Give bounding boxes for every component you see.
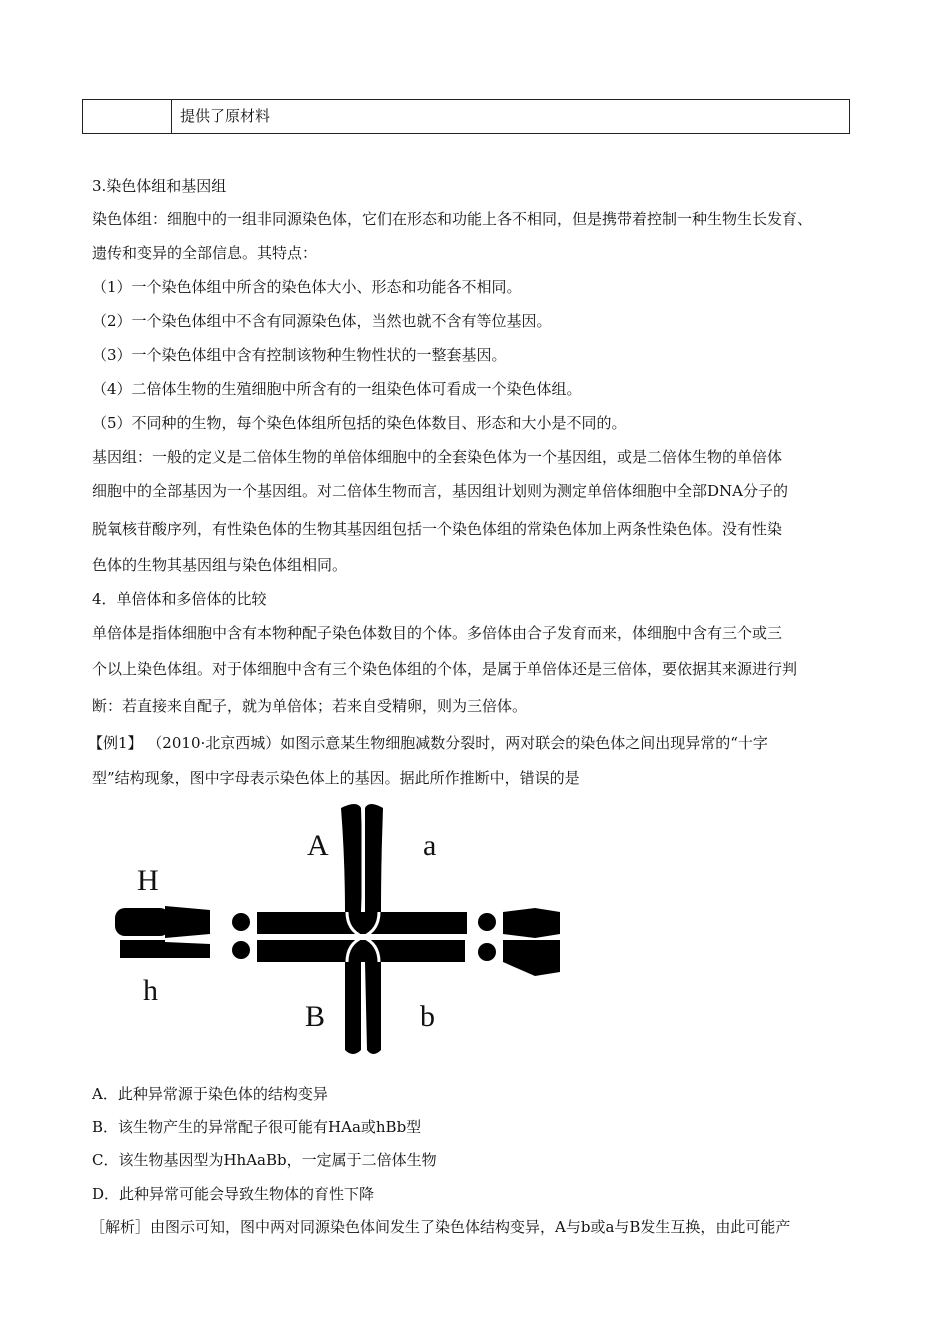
feature-point: （3）一个染色体组中含有控制该物种生物性状的一整套基因。 (92, 346, 507, 364)
example-question-cont: 型”结构现象，图中字母表示染色体上的基因。据此所作推断中，错误的是 (92, 769, 580, 787)
genome-paragraph: 细胞中的全部基因为一个基因组。对二倍体生物而言，基因组计划则为测定单倍体细胞中全部DNA分子的 (92, 482, 788, 500)
chromosome-set-definition: 染色体组：细胞中的一组非同源染色体，它们在形态和功能上各不相同，但是携带着控制一种生物生长发育、 (92, 210, 813, 228)
ploidy-paragraph: 断：若直接来自配子，就为单倍体；若来自受精卵，则为三倍体。 (92, 697, 528, 715)
genome-paragraph: 色体的生物其基因组与染色体组相同。 (92, 556, 348, 574)
genome-paragraph: 脱氧核苷酸序列，有性染色体的生物其基因组包括一个染色体组的常染色体加上两条性染色体。没有性染 (92, 520, 783, 538)
table-cell-text: 提供了原材料 (180, 107, 271, 125)
option-b: B．该生物产生的异常配子很可能有HAa或hBb型 (92, 1118, 422, 1136)
option-a: A．此种异常源于染色体的结构变异 (92, 1085, 328, 1103)
gene-label-h: h (143, 974, 158, 1007)
table-divider (171, 100, 172, 133)
upper-chromosome (115, 804, 560, 938)
gene-label-B: B (305, 1000, 326, 1033)
gene-label-a: a (423, 829, 437, 862)
gene-label-H: H (137, 864, 159, 897)
lower-chromosome (120, 940, 560, 1054)
analysis-text: ［解析］由图示可知，图中两对同源染色体间发生了染色体结构变异，A与b或a与B发生互换，由此可能产 (90, 1218, 791, 1236)
chromosome-set-definition-cont: 遗传和变异的全部信息。其特点： (92, 244, 318, 262)
table-row (82, 99, 850, 134)
gene-label-b: b (420, 1000, 435, 1033)
feature-point: （1）一个染色体组中所含的染色体大小、形态和功能各不相同。 (92, 278, 522, 296)
feature-point: （5）不同种的生物，每个染色体组所包括的染色体数目、形态和大小是不同的。 (92, 414, 627, 432)
section-3-heading: 3.染色体组和基因组 (92, 177, 227, 195)
ploidy-paragraph: 单倍体是指体细胞中含有本物种配子染色体数目的个体。多倍体由合子发育而来，体细胞中含有三个或三 (92, 624, 783, 642)
feature-point: （4）二倍体生物的生殖细胞中所含有的一组染色体可看成一个染色体组。 (92, 380, 582, 398)
genome-paragraph: 基因组：一般的定义是二倍体生物的单倍体细胞中的全套染色体为一个基因组，或是二倍体生物的单倍体 (92, 448, 783, 466)
feature-point: （2）一个染色体组中不含有同源染色体，当然也就不含有等位基因。 (92, 312, 552, 330)
section-4-heading: 4．单倍体和多倍体的比较 (92, 590, 267, 608)
option-c: C．该生物基因型为HhAaBb，一定属于二倍体生物 (92, 1151, 437, 1169)
cross-chromosome-figure (115, 800, 575, 1060)
gene-label-A: A (307, 829, 329, 862)
ploidy-paragraph: 个以上染色体组。对于体细胞中含有三个染色体组的个体，是属于单倍体还是三倍体，要依据其来源进行判 (92, 660, 798, 678)
example-question: 【例1】 （2010·北京西城）如图示意某生物细胞减数分裂时，两对联会的染色体之间出现异常的“十字 (88, 734, 768, 752)
option-d: D．此种异常可能会导致生物体的育性下降 (92, 1185, 375, 1203)
